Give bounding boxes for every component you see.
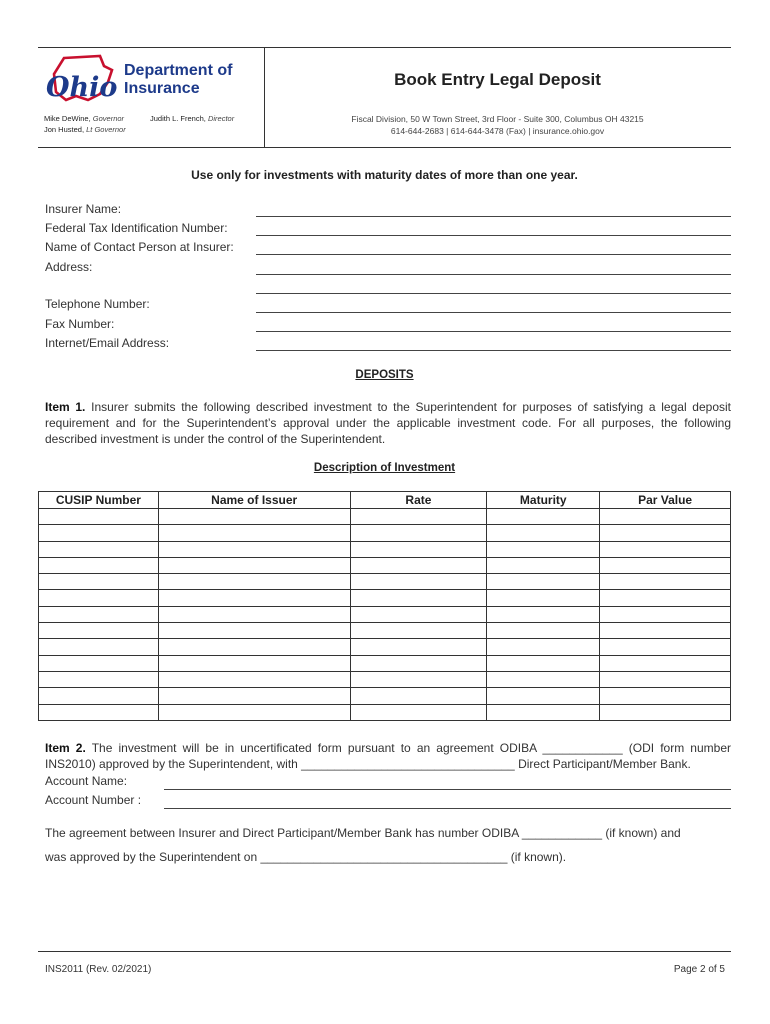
cusip-cell[interactable]: [39, 509, 159, 525]
tax-id-label: Federal Tax Identification Number:: [45, 221, 228, 235]
maturity-cell[interactable]: [487, 541, 600, 557]
maturity-cell[interactable]: [487, 606, 600, 622]
par-value-cell[interactable]: [600, 704, 731, 720]
issuer-cell[interactable]: [158, 623, 350, 639]
agreement-line2: was approved by the Superintendent on _____________________________________ (if known).: [45, 850, 567, 864]
contact-person-field[interactable]: [256, 254, 731, 255]
rate-cell[interactable]: [350, 623, 487, 639]
maturity-cell[interactable]: [487, 655, 600, 671]
lt-governor-name: Jon Husted,: [44, 125, 85, 134]
insurer-name-label: Insurer Name:: [45, 202, 122, 216]
item1-paragraph: [45, 399, 731, 447]
item1-text: Insurer submits the following described investment to the Superintendent for purposes of satisfying a legal deposit requirement and for the Superintendent’s approval under the applicable investment code. For all purposes, the following described investment is under the control of the Superintendent.: [45, 400, 732, 446]
account-name-label: Account Name:: [45, 774, 128, 788]
insurer-name-field[interactable]: [256, 216, 731, 217]
address-text: Fiscal Division, 50 W Town Street, 3rd Floor - Suite 300, Columbus OH 43215: [351, 114, 644, 124]
issuer-cell[interactable]: [158, 688, 350, 704]
issuer-cell[interactable]: [158, 606, 350, 622]
rate-cell[interactable]: [350, 590, 487, 606]
par-value-cell[interactable]: [600, 590, 731, 606]
rate-cell[interactable]: [350, 509, 487, 525]
par-value-cell[interactable]: [600, 557, 731, 573]
table-row: [39, 525, 731, 541]
par-value-cell[interactable]: [600, 525, 731, 541]
rate-cell[interactable]: [350, 639, 487, 655]
table-row: [39, 590, 731, 606]
usage-instruction: Use only for investments with maturity dates of more than one year.: [191, 168, 578, 182]
par-value-cell[interactable]: [600, 671, 731, 687]
cusip-cell[interactable]: [39, 655, 159, 671]
investment-table: [38, 491, 731, 721]
item1-label: Item 1.: [45, 400, 86, 414]
item2-text: The investment will be in uncertificated form pursuant to an agreement ODIBA ____________ (ODI form number INS2010) approved by the Superintendent, with ________________________________ Direct Participant/Member Bank.: [45, 741, 731, 771]
issuer-cell[interactable]: [158, 509, 350, 525]
table-header-row: [39, 492, 731, 509]
email-field[interactable]: [256, 350, 731, 351]
maturity-cell[interactable]: [487, 623, 600, 639]
director-official: [150, 113, 234, 124]
table-row: [39, 623, 731, 639]
lt-governor-title: Lt Governor: [86, 125, 126, 134]
cusip-cell[interactable]: [39, 688, 159, 704]
issuer-cell[interactable]: [158, 574, 350, 590]
issuer-cell[interactable]: [158, 671, 350, 687]
table-row: [39, 606, 731, 622]
issuer-cell[interactable]: [158, 525, 350, 541]
table-row: [39, 541, 731, 557]
item2-label: Item 2.: [45, 741, 86, 755]
ohio-logo: [42, 52, 122, 110]
par-value-cell[interactable]: [600, 688, 731, 704]
column-header-par-value: Par Value: [600, 492, 731, 509]
table-row: [39, 688, 731, 704]
cusip-cell[interactable]: [39, 671, 159, 687]
agreement-line1: The agreement between Insurer and Direct Participant/Member Bank has number ODIBA ____________ (if known) and: [45, 826, 681, 840]
maturity-cell[interactable]: [487, 574, 600, 590]
cusip-cell[interactable]: [39, 541, 159, 557]
rate-cell[interactable]: [350, 671, 487, 687]
telephone-label: Telephone Number:: [45, 297, 150, 311]
governor-title: Governor: [92, 114, 125, 123]
issuer-cell[interactable]: [158, 590, 350, 606]
cusip-cell[interactable]: [39, 623, 159, 639]
cusip-cell[interactable]: [39, 557, 159, 573]
maturity-cell[interactable]: [487, 557, 600, 573]
account-name-field[interactable]: [164, 789, 731, 790]
rate-cell[interactable]: [350, 688, 487, 704]
rate-cell[interactable]: [350, 541, 487, 557]
department-name-line2: Insurance: [124, 80, 200, 97]
par-value-cell[interactable]: [600, 509, 731, 525]
account-number-label: Account Number :: [45, 793, 142, 807]
par-value-cell[interactable]: [600, 574, 731, 590]
cusip-cell[interactable]: [39, 574, 159, 590]
deposits-heading: DEPOSITS: [355, 369, 414, 381]
issuer-cell[interactable]: [158, 704, 350, 720]
ohio-logo-word: Ohio: [46, 72, 118, 103]
contact-text: 614-644-2683 | 614-644-3478 (Fax) | insurance.ohio.gov: [390, 126, 605, 136]
table-row: [39, 574, 731, 590]
table-row: [39, 704, 731, 720]
table-row: [39, 557, 731, 573]
rate-cell[interactable]: [350, 606, 487, 622]
tax-id-field[interactable]: [256, 235, 731, 236]
header-bottom-rule: [38, 147, 731, 148]
cusip-cell[interactable]: [39, 525, 159, 541]
form-id: INS2011 (Rev. 02/2021): [45, 964, 152, 975]
table-row: [39, 639, 731, 655]
maturity-cell[interactable]: [487, 688, 600, 704]
par-value-cell[interactable]: [600, 623, 731, 639]
contact-person-label: Name of Contact Person at Insurer:: [45, 240, 234, 254]
rate-cell[interactable]: [350, 655, 487, 671]
column-header-cusip: CUSIP Number: [39, 492, 159, 509]
issuer-cell[interactable]: [158, 655, 350, 671]
description-heading: Description of Investment: [313, 462, 456, 474]
account-number-field[interactable]: [164, 808, 731, 809]
cusip-cell[interactable]: [39, 590, 159, 606]
column-header-issuer: Name of Issuer: [158, 492, 350, 509]
maturity-cell[interactable]: [487, 639, 600, 655]
cusip-cell[interactable]: [39, 639, 159, 655]
par-value-cell[interactable]: [600, 541, 731, 557]
director-name: Judith L. French,: [150, 114, 206, 123]
column-header-rate: Rate: [350, 492, 487, 509]
address-field-line1[interactable]: [256, 274, 731, 275]
maturity-cell[interactable]: [487, 590, 600, 606]
par-value-cell[interactable]: [600, 655, 731, 671]
header-top-rule: [38, 47, 731, 48]
fax-field[interactable]: [256, 331, 731, 332]
page-number: Page 2 of 5: [673, 964, 725, 975]
rate-cell[interactable]: [350, 557, 487, 573]
rate-cell[interactable]: [350, 574, 487, 590]
form-title: Book Entry Legal Deposit: [394, 70, 601, 89]
item2-paragraph: [45, 740, 731, 772]
cusip-cell[interactable]: [39, 704, 159, 720]
address-field-line2[interactable]: [256, 293, 731, 294]
table-row: [39, 671, 731, 687]
table-row: [39, 509, 731, 525]
office-address: [264, 113, 731, 137]
director-title: Director: [207, 114, 235, 123]
maturity-cell[interactable]: [487, 704, 600, 720]
maturity-cell[interactable]: [487, 671, 600, 687]
column-header-maturity: Maturity: [487, 492, 600, 509]
issuer-cell[interactable]: [158, 541, 350, 557]
email-label: Internet/Email Address:: [45, 336, 170, 350]
governor-name: Mike DeWine,: [44, 114, 91, 123]
rate-cell[interactable]: [350, 525, 487, 541]
rate-cell[interactable]: [350, 704, 487, 720]
fax-label: Fax Number:: [45, 317, 115, 331]
par-value-cell[interactable]: [600, 606, 731, 622]
maturity-cell[interactable]: [487, 509, 600, 525]
table-row: [39, 655, 731, 671]
footer-rule: [38, 951, 731, 952]
issuer-cell[interactable]: [158, 639, 350, 655]
cusip-cell[interactable]: [39, 606, 159, 622]
par-value-cell[interactable]: [600, 639, 731, 655]
issuer-cell[interactable]: [158, 557, 350, 573]
governor-officials: [44, 113, 126, 135]
address-label: Address:: [45, 260, 93, 274]
department-name-line1: Department of: [124, 62, 233, 79]
maturity-cell[interactable]: [487, 525, 600, 541]
telephone-field[interactable]: [256, 312, 731, 313]
